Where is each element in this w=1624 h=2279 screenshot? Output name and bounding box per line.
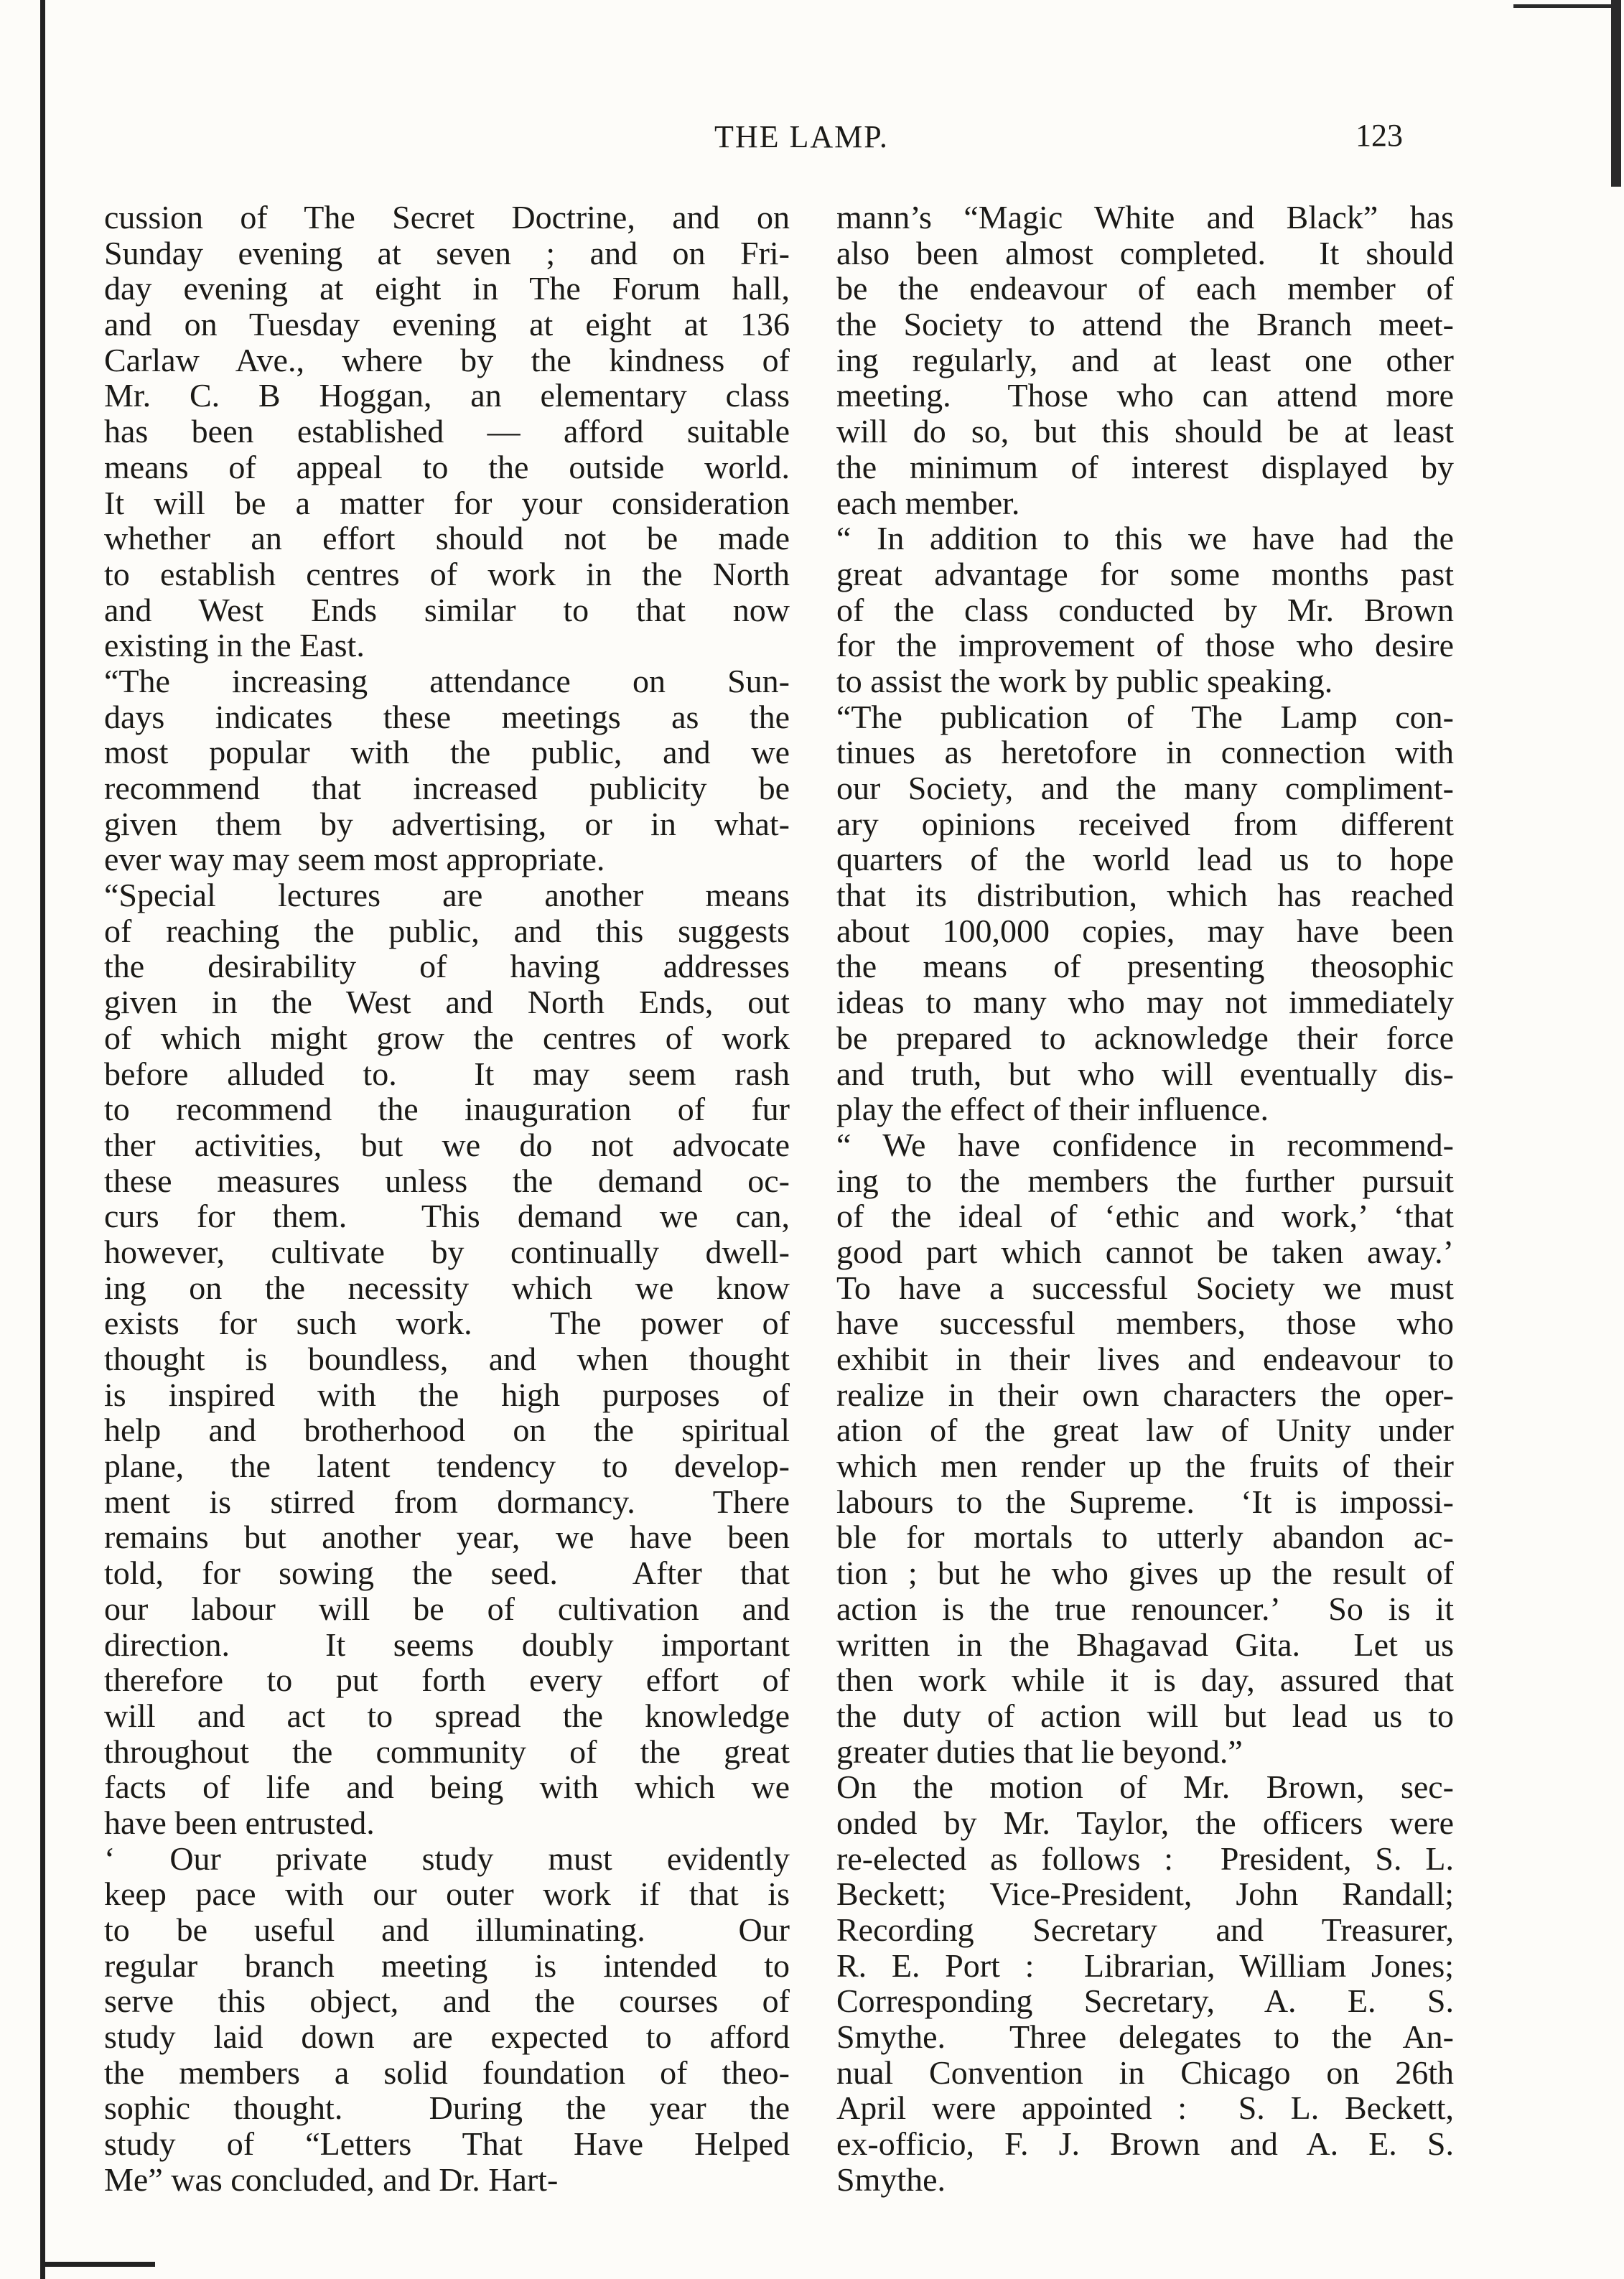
- text-line: told, for sowing the seed. After that: [104, 1555, 790, 1592]
- text-line: given them by advertising, or in what-: [104, 805, 790, 842]
- text-line: days indicates these meetings as the: [104, 698, 790, 735]
- text-line: Smythe. Three delegates to the An-: [836, 2018, 1454, 2056]
- text-line: Sunday evening at seven ; and on Fri-: [104, 234, 790, 271]
- text-line: great advantage for some months past: [836, 555, 1454, 592]
- text-line: sophic thought. During the year the: [104, 2089, 790, 2127]
- text-line: regular branch meeting is intended to: [104, 1947, 790, 1984]
- text-line: ever way may seem most appropriate.: [104, 841, 605, 878]
- text-line: nual Convention in Chicago on 26th: [836, 2054, 1454, 2091]
- text-line: “The publication of The Lamp con-: [836, 698, 1454, 735]
- text-line: ther activities, but we do not advocate: [104, 1126, 790, 1163]
- left-text-column: [104, 200, 790, 2198]
- text-line: for the improvement of those who desire: [836, 627, 1454, 664]
- text-line: ing to the members the further pursuit: [836, 1162, 1454, 1199]
- text-line: and on Tuesday evening at eight at 136: [104, 306, 790, 343]
- text-line: ex-officio, F. J. Brown and A. E. S.: [836, 2125, 1454, 2163]
- text-line: has been established — afford suitable: [104, 413, 790, 450]
- text-line: however, cultivate by continually dwell-: [104, 1233, 790, 1270]
- text-line: help and brotherhood on the spiritual: [104, 1412, 790, 1449]
- text-line: also been almost completed. It should: [836, 234, 1454, 271]
- text-line: mann’s “Magic White and Black” has: [836, 199, 1454, 236]
- text-line: facts of life and being with which we: [104, 1768, 790, 1806]
- text-line: remains but another year, we have been: [104, 1519, 790, 1556]
- right-text-column: [836, 200, 1454, 2198]
- text-line: ‘ Our private study must evidently: [104, 1840, 790, 1877]
- text-line: then work while it is day, assured that: [836, 1662, 1454, 1699]
- text-line: curs for them. This demand we can,: [104, 1198, 790, 1235]
- text-line: given in the West and North Ends, out: [104, 984, 790, 1021]
- text-line: before alluded to. It may seem rash: [104, 1055, 790, 1092]
- text-line: Corresponding Secretary, A. E. S.: [836, 1982, 1454, 2020]
- text-line: keep pace with our outer work if that is: [104, 1875, 790, 1913]
- text-line: onded by Mr. Taylor, the officers were: [836, 1804, 1454, 1841]
- text-line: of reaching the public, and this suggests: [104, 912, 790, 949]
- text-line: have successful members, those who: [836, 1305, 1454, 1342]
- text-line: Carlaw Ave., where by the kindness of: [104, 341, 790, 378]
- text-line: labours to the Supreme. ‘It is impossi-: [836, 1483, 1454, 1520]
- text-line: ary opinions received from different: [836, 805, 1454, 842]
- text-line: throughout the community of the great: [104, 1733, 790, 1770]
- text-line: about 100,000 copies, may have been: [836, 912, 1454, 949]
- text-line: ment is stirred from dormancy. There: [104, 1483, 790, 1520]
- text-line: be prepared to acknowledge their force: [836, 1019, 1454, 1056]
- text-line: “ In addition to this we have had the: [836, 520, 1454, 557]
- text-line: whether an effort should not be made: [104, 520, 790, 557]
- text-line: to establish centres of work in the North: [104, 555, 790, 592]
- text-line: will and act to spread the knowledge: [104, 1697, 790, 1734]
- text-line: ble for mortals to utterly abandon ac-: [836, 1519, 1454, 1556]
- text-line: greater duties that lie beyond.”: [836, 1733, 1243, 1770]
- text-line: these measures unless the demand oc-: [104, 1162, 790, 1199]
- text-line: the minimum of interest displayed by: [836, 448, 1454, 485]
- text-line: the Society to attend the Branch meet-: [836, 306, 1454, 343]
- text-line: “ We have confidence in recommend-: [836, 1126, 1454, 1163]
- text-line: and West Ends similar to that now: [104, 591, 790, 628]
- text-line: R. E. Port : Librarian, William Jones;: [836, 1947, 1454, 1984]
- text-line: action is the true renouncer.’ So is it: [836, 1590, 1454, 1627]
- text-line: thought is boundless, and when thought: [104, 1341, 790, 1377]
- text-line: Smythe.: [836, 2161, 946, 2198]
- text-line: tinues as heretofore in connection with: [836, 734, 1454, 771]
- text-line: ation of the great law of Unity under: [836, 1412, 1454, 1449]
- text-line: day evening at eight in The Forum hall,: [104, 270, 790, 307]
- bottom-margin-rule: [40, 2262, 155, 2267]
- text-line: Mr. C. B Hoggan, an elementary class: [104, 377, 790, 414]
- text-line: direction. It seems doubly important: [104, 1626, 790, 1663]
- text-line: cussion of The Secret Doctrine, and on: [104, 199, 790, 236]
- text-line: re-elected as follows : President, S. L.: [836, 1840, 1454, 1877]
- text-line: realize in their own characters the oper-: [836, 1376, 1454, 1413]
- text-line: the duty of action will but lead us to: [836, 1697, 1454, 1734]
- text-line: Beckett; Vice-President, John Randall;: [836, 1875, 1454, 1913]
- text-line: is inspired with the high purposes of: [104, 1376, 790, 1413]
- text-line: the desirability of having addresses: [104, 948, 790, 985]
- text-line: will do so, but this should be at least: [836, 413, 1454, 450]
- text-line: written in the Bhagavad Gita. Let us: [836, 1626, 1454, 1663]
- text-line: “Special lectures are another means: [104, 877, 790, 914]
- text-line: tion ; but he who gives up the result of: [836, 1555, 1454, 1592]
- text-line: On the motion of Mr. Brown, sec-: [836, 1768, 1454, 1806]
- text-line: ideas to many who may not immediately: [836, 984, 1454, 1021]
- text-line: to be useful and illuminating. Our: [104, 1911, 790, 1948]
- text-line: good part which cannot be taken away.’: [836, 1233, 1454, 1270]
- text-line: the members a solid foundation of theo-: [104, 2054, 790, 2091]
- text-line: of which might grow the centres of work: [104, 1019, 790, 1056]
- text-line: plane, the latent tendency to develop-: [104, 1448, 790, 1485]
- text-line: our labour will be of cultivation and: [104, 1590, 790, 1627]
- text-line: ing on the necessity which we know: [104, 1269, 790, 1306]
- text-line: Me” was concluded, and Dr. Hart-: [104, 2161, 559, 2198]
- text-line: ing regularly, and at least one other: [836, 341, 1454, 378]
- text-line: that its distribution, which has reached: [836, 877, 1454, 914]
- right-edge-rule: [1611, 0, 1621, 187]
- text-line: Recording Secretary and Treasurer,: [836, 1911, 1454, 1948]
- text-line: serve this object, and the courses of: [104, 1982, 790, 2020]
- text-line: and truth, but who will eventually dis-: [836, 1055, 1454, 1092]
- text-line: “The increasing attendance on Sun-: [104, 662, 790, 699]
- top-edge-rule: [1513, 4, 1621, 8]
- text-line: It will be a matter for your consideration: [104, 484, 790, 521]
- text-line: have been entrusted.: [104, 1804, 375, 1841]
- text-line: our Society, and the many compliment-: [836, 770, 1454, 806]
- text-line: exists for such work. The power of: [104, 1305, 790, 1342]
- page-number: 123: [1355, 118, 1403, 153]
- text-line: meeting. Those who can attend more: [836, 377, 1454, 414]
- text-line: recommend that increased publicity be: [104, 770, 790, 806]
- running-head: THE LAMP.: [714, 119, 889, 154]
- text-line: exhibit in their lives and endeavour to: [836, 1341, 1454, 1377]
- text-line: of the ideal of ‘ethic and work,’ ‘that: [836, 1198, 1454, 1235]
- text-line: of the class conducted by Mr. Brown: [836, 591, 1454, 628]
- text-line: study laid down are expected to afford: [104, 2018, 790, 2056]
- text-line: means of appeal to the outside world.: [104, 448, 790, 485]
- left-margin-rule: [40, 0, 45, 2279]
- text-line: quarters of the world lead us to hope: [836, 841, 1454, 878]
- text-line: play the effect of their influence.: [836, 1091, 1269, 1128]
- text-line: each member.: [836, 484, 1020, 521]
- text-line: which men render up the fruits of their: [836, 1448, 1454, 1485]
- text-line: April were appointed : S. L. Beckett,: [836, 2089, 1454, 2127]
- text-line: the means of presenting theosophic: [836, 948, 1454, 985]
- text-line: study of “Letters That Have Helped: [104, 2125, 790, 2163]
- text-line: To have a successful Society we must: [836, 1269, 1454, 1306]
- text-line: existing in the East.: [104, 627, 365, 664]
- text-line: to assist the work by public speaking.: [836, 662, 1333, 699]
- text-line: be the endeavour of each member of: [836, 270, 1454, 307]
- text-line: therefore to put forth every effort of: [104, 1662, 790, 1699]
- text-line: to recommend the inauguration of fur: [104, 1091, 790, 1128]
- text-line: most popular with the public, and we: [104, 734, 790, 771]
